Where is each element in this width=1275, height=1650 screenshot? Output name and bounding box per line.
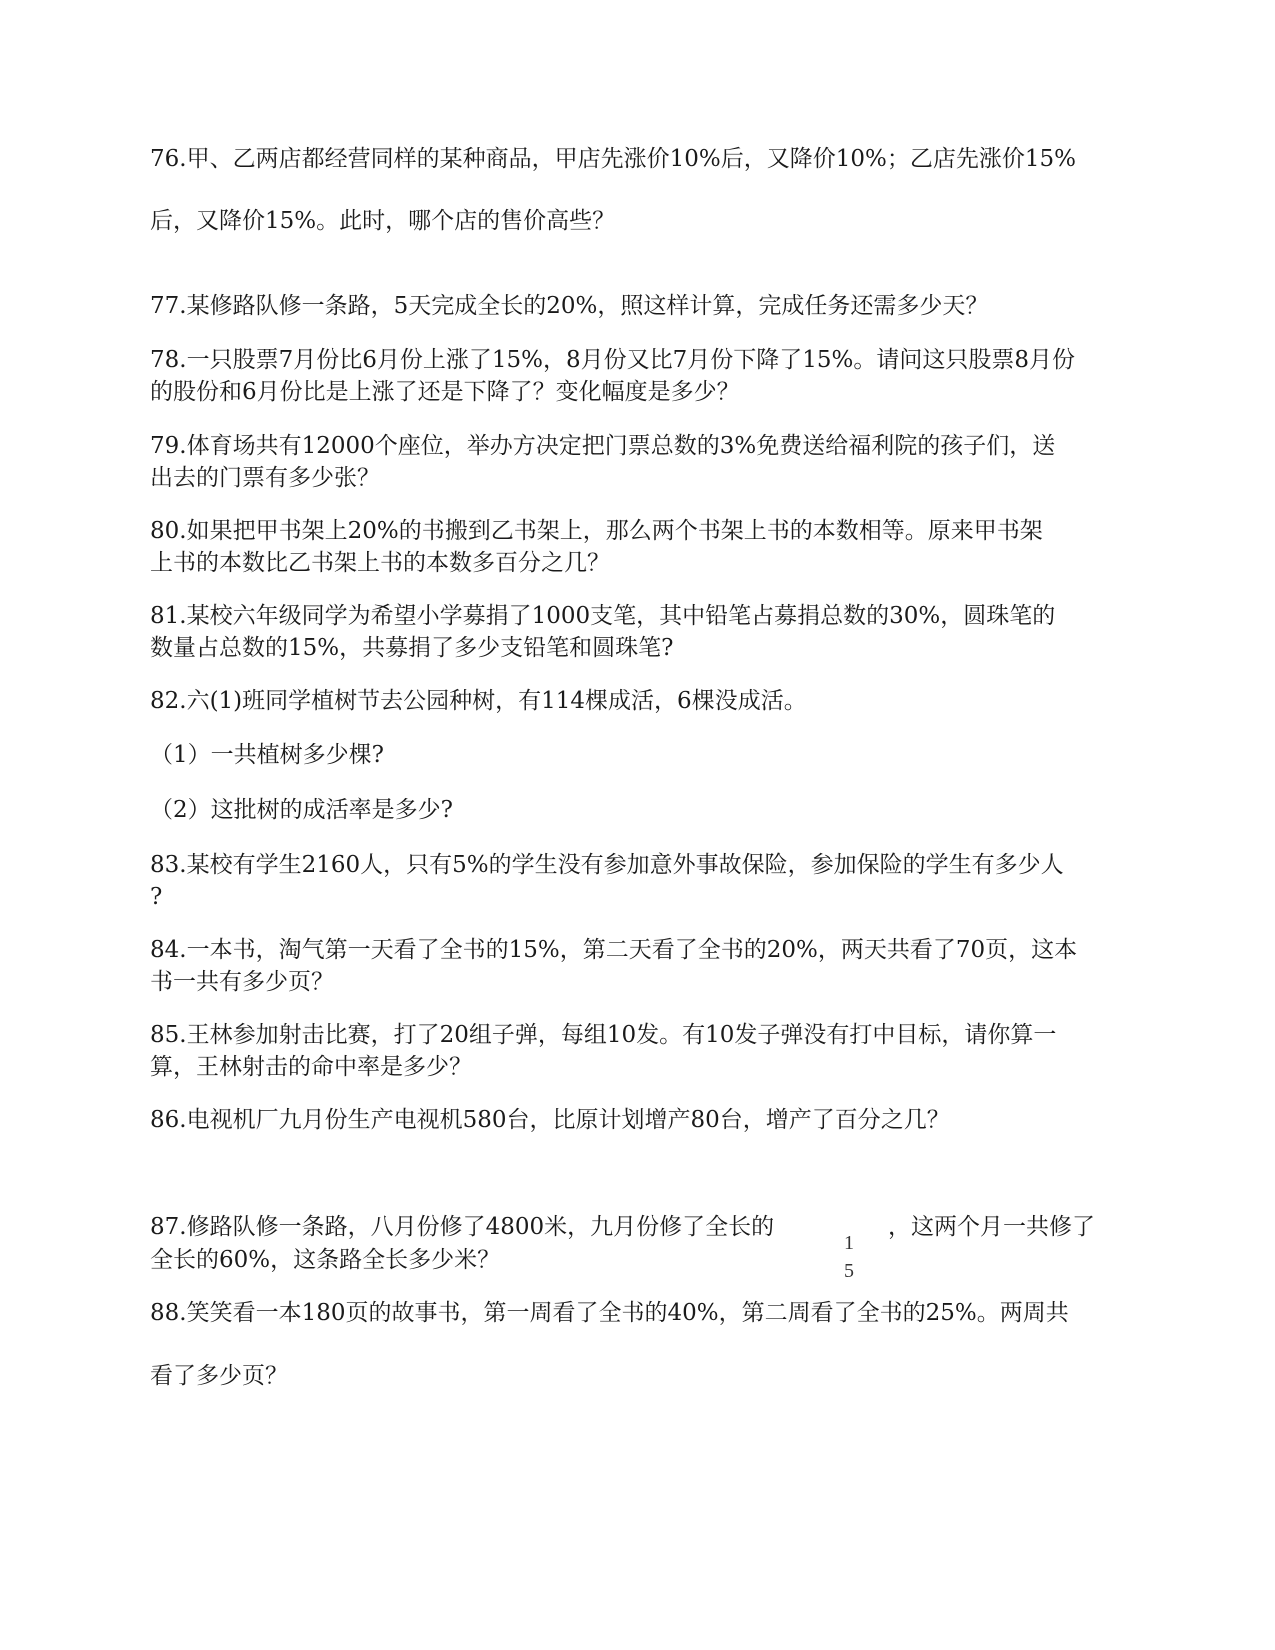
question-76-line-1: 76.甲、乙两店都经营同样的某种商品，甲店先涨价10%后，又降价10%；乙店先涨价15% [150,146,1076,172]
question-88-line-1: 88.笑笑看一本180页的故事书，第一周看了全书的40%，第二周看了全书的25%。两周共 [150,1300,1069,1326]
question-82-sub-1: （1）一共植树多少棵? [150,742,384,768]
fraction-numerator: 1 [844,1232,854,1254]
question-76-line-2: 后，又降价15%。此时，哪个店的售价高些？ [150,208,616,234]
question-80-line-1: 80.如果把甲书架上20%的书搬到乙书架上，那么两个书架上书的本数相等。原来甲书架 [150,518,1043,544]
question-87-line-2: 全长的60%，这条路全长多少米？ [150,1247,501,1273]
question-77-line-1: 77.某修路队修一条路，5天完成全长的20%，照这样计算，完成任务还需多少天？ [150,293,989,319]
question-78-line-2: 的股份和6月份比是上涨了还是下降了？变化幅度是多少？ [150,379,740,405]
question-84-line-1: 84.一本书，淘气第一天看了全书的15%，第二天看了全书的20%，两天共看了70页，这本 [150,937,1078,963]
question-88-line-2: 看了多少页？ [150,1363,288,1389]
question-85-line-2: 算，王林射击的命中率是多少？ [150,1054,472,1080]
question-86-line-1: 86.电视机厂九月份生产电视机580台，比原计划增产80台，增产了百分之几？ [150,1107,950,1133]
fraction-denominator: 5 [844,1260,854,1282]
question-78-line-1: 78.一只股票7月份比6月份上涨了15%，8月份又比7月份下降了15%。请问这只股票8月份 [150,347,1075,373]
question-81-line-2: 数量占总数的15%，共募捐了多少支铅笔和圆珠笔? [150,635,674,661]
question-83-line-1: 83.某校有学生2160人，只有5%的学生没有参加意外事故保险，参加保险的学生有多少人 [150,852,1064,878]
question-84-line-2: 书一共有多少页？ [150,969,334,995]
question-81-line-1: 81.某校六年级同学为希望小学募捐了1000支笔，其中铅笔占募捐总数的30%，圆珠笔的 [150,603,1056,629]
question-82-sub-2: （2）这批树的成活率是多少? [150,797,453,823]
question-82-line-1: 82.六(1)班同学植树节去公园种树，有114棵成活，6棵没成活。 [150,688,807,714]
question-83-line-2: ? [150,884,163,910]
question-85-line-1: 85.王林参加射击比赛，打了20组子弹，每组10发。有10发子弹没有打中目标，请你算一 [150,1022,1057,1048]
question-87-line-1-end: ，这两个月一共修了 [888,1214,1095,1240]
fraction-one-fifth [836,1232,862,1282]
question-80-line-2: 上书的本数比乙书架上书的本数多百分之几？ [150,550,610,576]
question-87-line-1-start: 87.修路队修一条路，八月份修了4800米，九月份修了全长的 [150,1214,775,1240]
question-79-line-2: 出去的门票有多少张？ [150,465,380,491]
question-79-line-1: 79.体育场共有12000个座位，举办方决定把门票总数的3%免费送给福利院的孩子们，送 [150,433,1056,459]
